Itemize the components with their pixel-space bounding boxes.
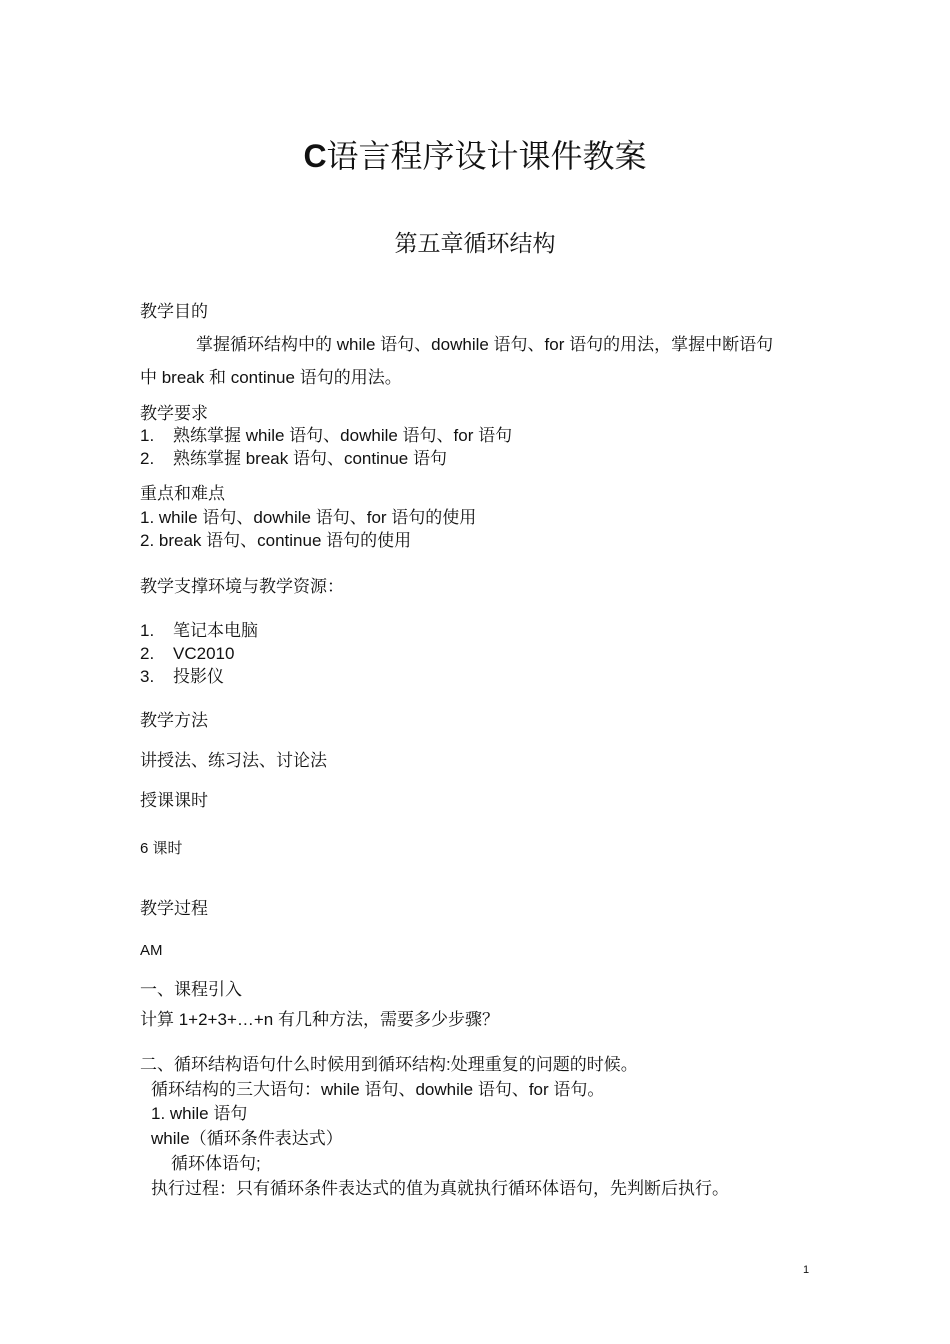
list-text: VC2010 <box>173 644 235 663</box>
process-heading: 教学过程 <box>140 899 208 918</box>
list-number: 2. <box>140 644 155 663</box>
chapter-title: 第五章循环结构 <box>394 230 556 256</box>
objectives-line-2: 中 break 和 continue 语句的用法。 <box>140 368 402 387</box>
document-title <box>0 136 950 176</box>
list-number: 3. <box>140 667 155 686</box>
intro-text: 计算 1+2+3+…+n 有几种方法，需要多少步骤？ <box>140 1010 499 1029</box>
methods-heading: 教学方法 <box>140 711 208 730</box>
keypoints-item: 2. break 语句、continue 语句的使用 <box>140 531 412 550</box>
list-text: 熟练掌握 break 语句、continue 语句 <box>173 449 447 468</box>
loop-three-statements: 循环结构的三大语句：while 语句、dowhile 语句、for 语句。 <box>151 1080 605 1099</box>
list-text: 投影仪 <box>173 667 224 686</box>
objectives-heading: 教学目的 <box>140 302 208 321</box>
title-rest: 语言程序设计课件教案 <box>326 138 647 174</box>
process-am: AM <box>140 942 163 959</box>
resources-item <box>140 643 234 665</box>
list-number: 1. <box>140 621 155 640</box>
hours-heading: 授课课时 <box>140 791 208 810</box>
intro-heading: 一、课程引入 <box>140 980 242 999</box>
while-execution: 执行过程：只有循环条件表达式的值为真就执行循环体语句，先判断后执行。 <box>151 1179 729 1198</box>
title-prefix: C <box>303 138 327 174</box>
resources-item <box>140 620 258 642</box>
keypoints-item: 1. while 语句、dowhile 语句、for 语句的使用 <box>140 508 477 527</box>
while-syntax: while（循环条件表达式） <box>151 1129 343 1148</box>
resources-item <box>140 666 224 688</box>
requirements-item <box>140 425 512 447</box>
resources-heading: 教学支撑环境与教学资源： <box>140 577 344 596</box>
requirements-heading: 教学要求 <box>140 404 208 423</box>
list-number: 1. <box>140 426 155 445</box>
list-text: 熟练掌握 while 语句、dowhile 语句、for 语句 <box>173 426 513 445</box>
hours-text: 6 课时 <box>140 840 183 857</box>
list-text: 笔记本电脑 <box>173 621 258 640</box>
keypoints-heading: 重点和难点 <box>140 484 225 503</box>
methods-text: 讲授法、练习法、讨论法 <box>140 751 327 770</box>
while-body: 循环体语句; <box>171 1154 261 1173</box>
requirements-item <box>140 448 447 470</box>
loop-heading: 二、循环结构语句什么时候用到循环结构:处理重复的问题的时候。 <box>140 1055 638 1074</box>
while-item: 1. while 语句 <box>151 1104 248 1123</box>
page-number: 1 <box>803 1264 810 1276</box>
objectives-line-1: 掌握循环结构中的 while 语句、dowhile 语句、for 语句的用法，掌握中断语句 <box>196 335 774 354</box>
list-number: 2. <box>140 449 155 468</box>
